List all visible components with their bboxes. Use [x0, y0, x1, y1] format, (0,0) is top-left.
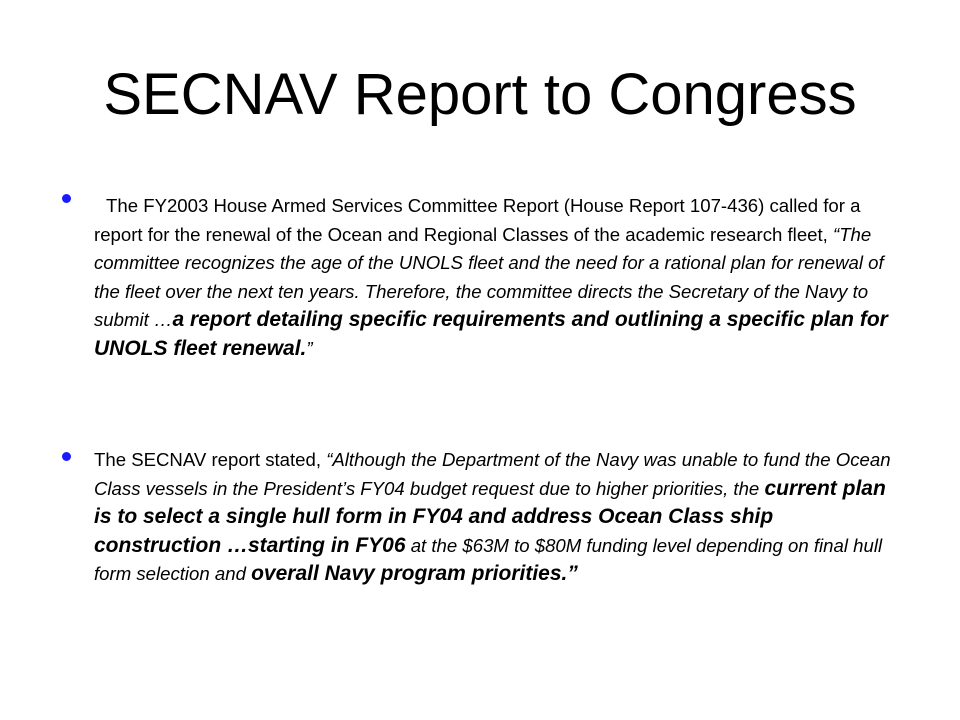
bullet-paragraph-2 — [94, 446, 894, 589]
bullet-1-quote: “The committee recognizes the age of the UNOLS fleet and the need for a rational plan for renewal of the fleet over the next ten years. Therefore, the committee directs the Secretary of the Navy to submit … — [94, 223, 884, 330]
bullet-2-quote-cont: at the $63M to $80M funding level depending on final hull form selection and — [94, 534, 883, 584]
bullet-1-text-a: The FY2003 House Armed Services Committee Report (House Report — [106, 195, 685, 216]
bullet-1-closing-quote: ” — [306, 337, 313, 359]
bullet-1-text-b: 107-436) called for a report for the renewal of the Ocean and Regional Classes of the academic research fleet, — [94, 195, 861, 245]
bullet-icon — [62, 194, 71, 203]
bullet-1-emphasis: a report detailing specific requirements and outlining a specific plan for UNOLS fleet renewal. — [94, 308, 888, 360]
bullet-2-text-a: The SECNAV report stated, — [94, 449, 327, 470]
bullet-paragraph-1 — [94, 192, 894, 363]
bullet-2-quote: “Although the Department of the Navy was unable to fund the Ocean Class vessels in the President’s FY04 budget request due to higher priorities, the — [94, 449, 891, 499]
bullet-2-emphasis-b: overall Navy program priorities.” — [251, 562, 578, 585]
bullet-2-emphasis-a: current plan is to select a single hull form in FY04 and address Ocean Class ship construction …starting in FY06 — [94, 476, 886, 557]
slide-title: SECNAV Report to Congress — [103, 62, 857, 127]
bullet-icon — [62, 452, 71, 461]
